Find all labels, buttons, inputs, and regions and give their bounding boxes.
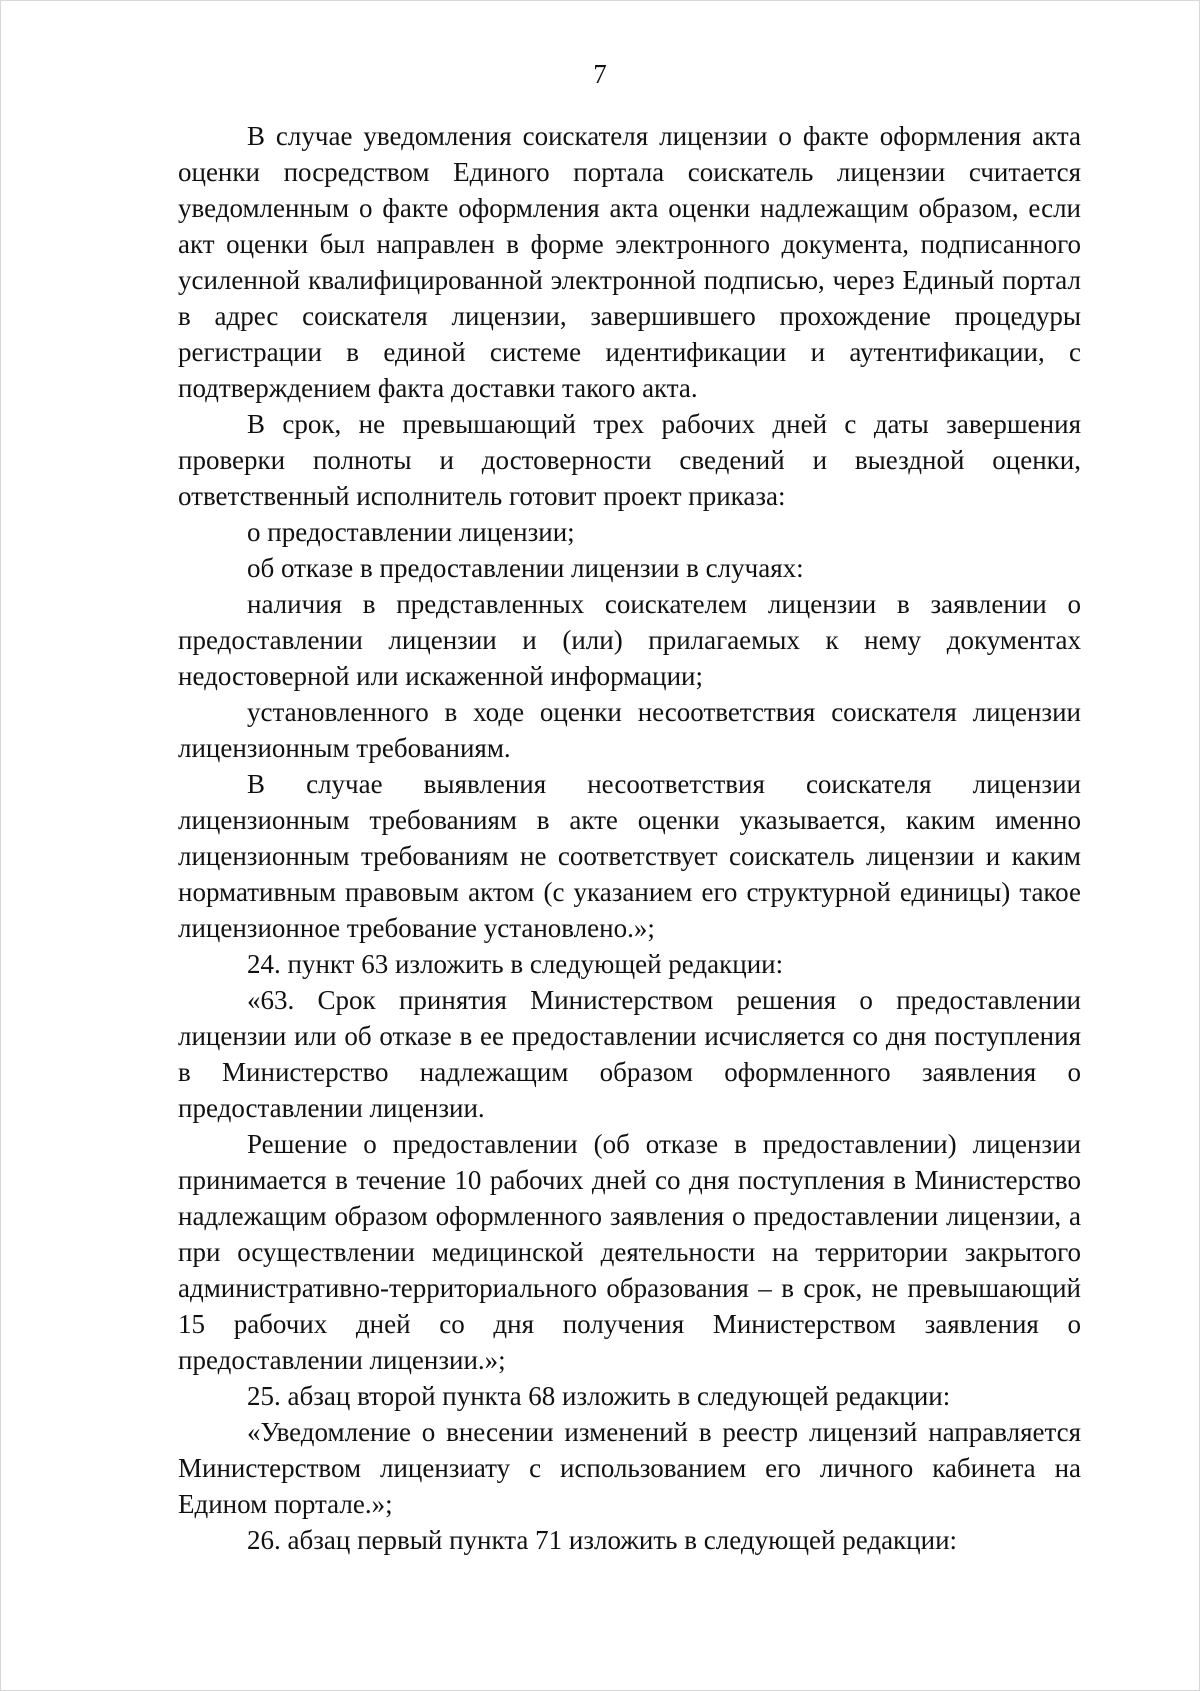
paragraph-notification-act: В случае уведомления соискателя лицензии о факте оформления акта оценки посредством Единого портала соискатель лицензии считается уведомленным о факте оформления акта оценки надлежащим образом, если акт оценки был направлен в форме электронного документа, подписанного усиленной квалифицированной электронной подписью, через Единый портал в адрес соискателя лицензии, завершившего прохождение процедуры регистрации в единой системе идентификации и аутентификации, с подтверждением факта доставки такого акта. [178,121,1081,403]
paragraph-noncompliance: установленного в ходе оценки несоответствия соискателя лицензии лицензионным требованиям. [178,697,1081,763]
paragraph-item-26: 26. абзац первый пункта 71 изложить в следующей редакции: [247,1525,958,1555]
paragraph-item-25: 25. абзац второй пункта 68 изложить в следующей редакции: [247,1381,951,1411]
paragraph-decision-term: Решение о предоставлении (об отказе в предоставлении) лицензии принимается в течение 10 рабочих дней со дня поступления в Министерство надлежащим образом оформленного заявления о предоставлении лицензии, а при осуществлении медицинской деятельности на территории закрытого административно-территориального образования – в срок, не превышающий 15 рабочих дней со дня получения Министерством заявления о предоставлении лицензии.»; [178,1129,1081,1375]
paragraph-grant-license: о предоставлении лицензии; [247,517,575,547]
page-number: 7 [593,59,607,89]
paragraph-clause-63: «63. Срок принятия Министерством решения о предоставлении лицензии или об отказе в ее предоставлении исчисляется со дня поступления в Министерство надлежащим образом оформленного заявления о предоставлении лицензии. [178,985,1081,1123]
paragraph-noncompliance-detail: В случае выявления несоответствия соискателя лицензии лицензионным требованиям в акте оценки указывается, каким именно лицензионным требованиям не соответствует соискатель лицензии и каким нормативным правовым актом (с указанием его структурной единицы) такое лицензионное требование установлено.»; [178,769,1081,943]
paragraph-order-deadline: В срок, не превышающий трех рабочих дней с даты завершения проверки полноты и достоверности сведений и выездной оценки, ответственный исполнитель готовит проект приказа: [178,409,1081,511]
paragraph-item-24: 24. пункт 63 изложить в следующей редакции: [247,949,784,979]
paragraph-false-information: наличия в представленных соискателем лицензии в заявлении о предоставлении лицензии и (или) прилагаемых к нему документах недостоверной или искаженной информации; [178,589,1081,691]
paragraph-registry-notice: «Уведомление о внесении изменений в реестр лицензий направляется Министерством лицензиату с использованием его личного кабинета на Едином портале.»; [178,1417,1081,1519]
document-body [178,118,1081,1558]
paragraph-refusal-cases: об отказе в предоставлении лицензии в случаях: [247,553,804,583]
